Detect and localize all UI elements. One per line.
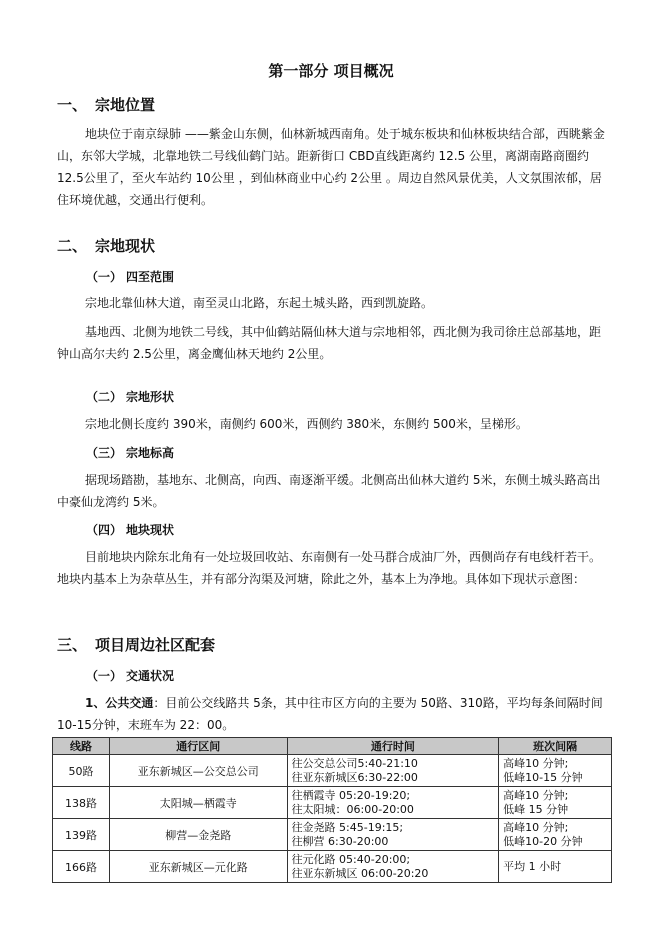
subsection-3-1-number: （一） <box>86 669 123 683</box>
interval-line-1: 高峰10 分钟; <box>503 788 569 802</box>
subsection-3-1-heading <box>86 667 174 684</box>
surroundings-paragraph: 基地西、北侧为地铁二号线，其中仙鹤站隔仙林大道与宗地相邻，西北侧为我司徐庄总部基地，距钟山高尔夫约 2.5公里，离金鹰仙林天地约 2公里。 <box>57 325 602 361</box>
subsection-2-3-title: 宗地标高 <box>126 446 175 460</box>
time-line-2: 往亚东新城区 06:00-20:20 <box>291 866 429 880</box>
header-section: 通行区间 <box>109 738 287 755</box>
page-title: 第一部分 项目概况 <box>268 62 394 80</box>
shape-paragraph: 宗地北侧长度约 390米，南侧约 600米，西侧约 380米，东侧约 500米，呈梯形。 <box>85 417 528 431</box>
time-cell <box>287 851 499 883</box>
interval-cell <box>499 851 612 883</box>
section-cell: 太阳城—栖霞寺 <box>109 787 287 819</box>
route-cell: 50路 <box>53 755 110 787</box>
interval-line-2: 低峰 15 分钟 <box>503 802 569 816</box>
public-transport-text: ：目前公交线路共 5条，其中往市区方向的主要为 50路、310路，平均每条间隔时间 10-15分钟，末班车为 22：00。 <box>57 696 603 732</box>
header-time: 通行时间 <box>287 738 499 755</box>
time-line-1: 往元化路 05:40-20:00; <box>291 852 411 866</box>
bus-routes-table <box>52 737 612 883</box>
table-row <box>53 787 612 819</box>
time-cell <box>287 787 499 819</box>
subsection-2-3-number: （三） <box>86 446 123 460</box>
interval-line-2: 低峰10-20 分钟 <box>503 834 583 848</box>
interval-line-1: 高峰10 分钟; <box>503 756 569 770</box>
time-line-2: 往柳营 6:30-20:00 <box>291 834 389 848</box>
section-2-number: 二、 <box>57 237 88 255</box>
section-cell: 柳营—金尧路 <box>109 819 287 851</box>
subsection-2-1-title: 四至范围 <box>126 270 175 284</box>
table-row <box>53 851 612 883</box>
time-line-1: 往栖霞寺 05:20-19:20; <box>291 788 411 802</box>
subsection-2-4-heading <box>86 521 174 538</box>
section-3-heading <box>57 634 215 655</box>
time-line-1: 往金尧路 5:45-19:15; <box>291 820 404 834</box>
time-line-2: 往太阳城：06:00-20:00 <box>291 802 414 816</box>
subsection-2-3-heading <box>86 444 174 461</box>
subsection-2-4-title: 地块现状 <box>126 523 175 537</box>
subsection-2-2-heading <box>86 388 174 405</box>
public-transport-label: 1、公共交通 <box>85 696 154 710</box>
interval-cell <box>499 819 612 851</box>
time-cell <box>287 755 499 787</box>
header-interval: 班次间隔 <box>499 738 612 755</box>
section-cell: 亚东新城区—公交总公司 <box>109 755 287 787</box>
interval-line-2: 低峰10-15 分钟 <box>503 770 583 784</box>
table-header-row <box>53 738 612 755</box>
section-1-title: 宗地位置 <box>95 96 156 114</box>
subsection-2-4-number: （四） <box>86 523 123 537</box>
site-status-paragraph: 目前地块内除东北角有一处垃圾回收站、东南侧有一处马群合成油厂外，西侧尚存有电线杆若干。地块内基本上为杂草丛生，并有部分沟渠及河塘，除此之外，基本上为净地。具体如下现状示意图： <box>57 550 602 586</box>
subsection-3-1-title: 交通状况 <box>126 669 175 683</box>
interval-line-1: 平均 1 小时 <box>503 859 562 873</box>
elevation-paragraph: 据现场踏勘，基地东、北侧高，向西、南逐渐平缓。北侧高出仙林大道约 5米，东侧土城头路高出中豪仙龙湾约 5米。 <box>57 473 601 509</box>
time-line-1: 往公交总公司5:40-21:10 <box>291 756 418 770</box>
time-line-2: 往亚东新城区6:30-22:00 <box>291 770 418 784</box>
route-cell: 138路 <box>53 787 110 819</box>
section-cell: 亚东新城区—元化路 <box>109 851 287 883</box>
section-3-number: 三、 <box>57 636 88 654</box>
interval-cell <box>499 787 612 819</box>
header-route: 线路 <box>53 738 110 755</box>
public-transport-paragraph <box>57 692 605 736</box>
section-2-title: 宗地现状 <box>95 237 156 255</box>
section-3-title: 项目周边社区配套 <box>95 636 216 654</box>
table-row <box>53 755 612 787</box>
interval-line-1: 高峰10 分钟; <box>503 820 569 834</box>
section-1-paragraph: 地块位于南京绿肺 ——紫金山东侧，仙林新城西南角。处于城东板块和仙林板块结合部，西眺紫金山，东邻大学城，北靠地铁二号线仙鹤门站。距新街口 CBD直线距离约 12.5 公里，离湖南路商圈约 12.5公里了，至火车站约 10公里 ，到仙林商业中心约 2公里 。周边自然风景优美，人文氛围浓郁，居住环境优越，交通出行便利。 <box>57 127 605 207</box>
subsection-2-1-number: （一） <box>86 270 123 284</box>
route-cell: 139路 <box>53 819 110 851</box>
section-1-heading <box>57 94 155 115</box>
table-row <box>53 819 612 851</box>
time-cell <box>287 819 499 851</box>
section-2-heading <box>57 235 155 256</box>
subsection-2-1-heading <box>86 268 174 285</box>
subsection-2-2-title: 宗地形状 <box>126 390 175 404</box>
section-1-number: 一、 <box>57 96 88 114</box>
subsection-2-2-number: （二） <box>86 390 123 404</box>
interval-cell <box>499 755 612 787</box>
boundary-paragraph: 宗地北靠仙林大道，南至灵山北路，东起土城头路，西到凯旋路。 <box>85 296 434 310</box>
route-cell: 166路 <box>53 851 110 883</box>
